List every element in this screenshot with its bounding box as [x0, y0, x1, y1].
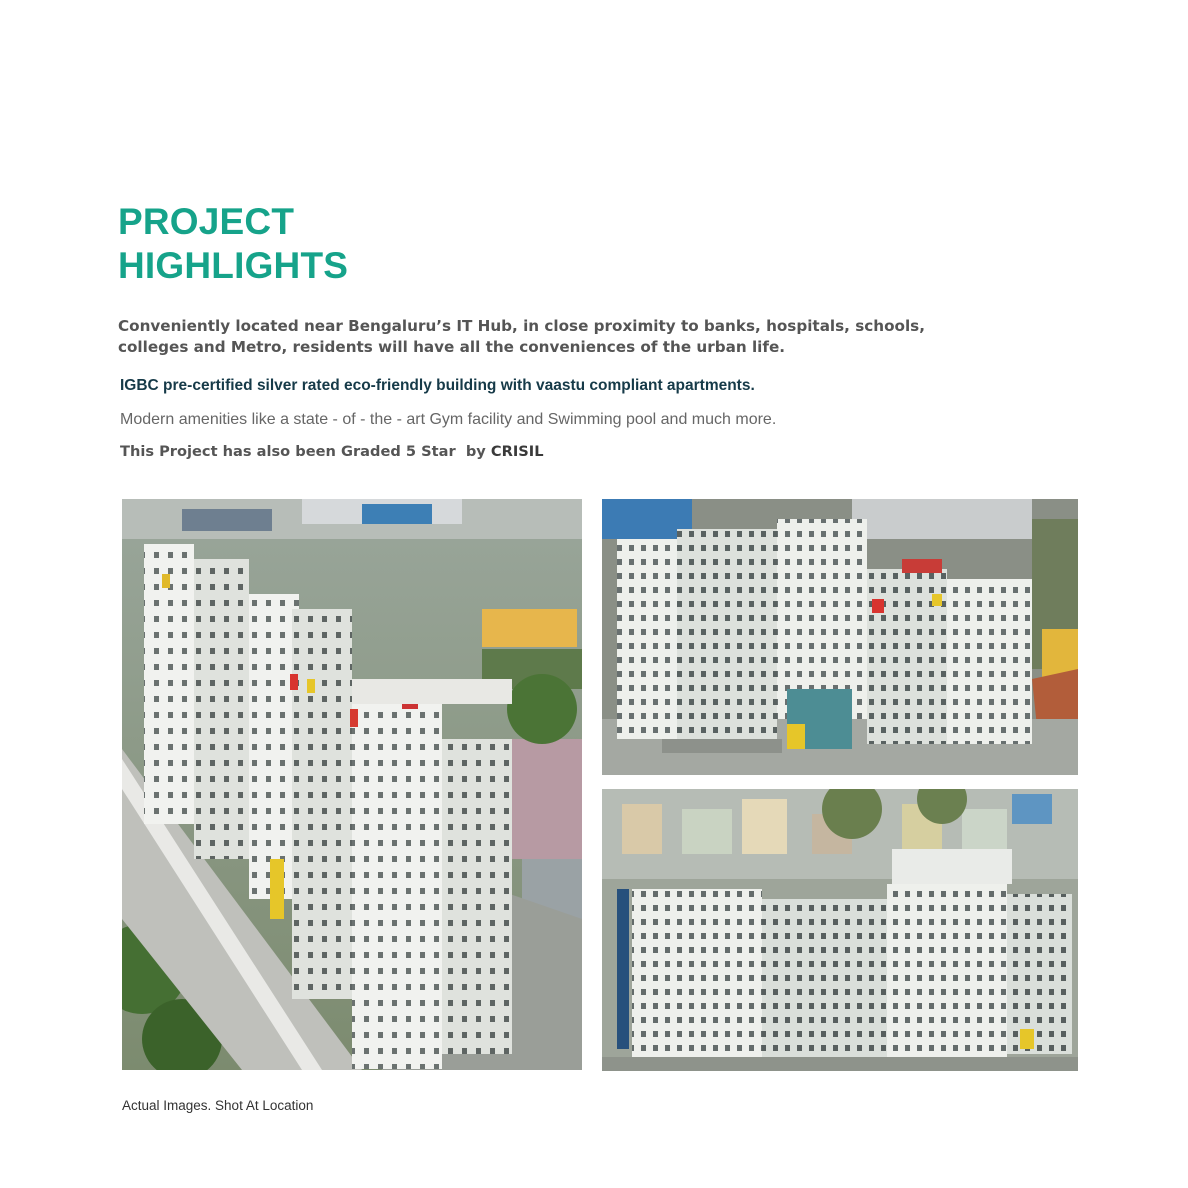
page-title-line-1: PROJECT: [118, 201, 295, 242]
crisil-grading-text: This Project has also been Graded 5 Star by: [120, 443, 491, 460]
aerial-photo-tower-left: [122, 499, 582, 1070]
aerial-photo-tower-top-right: [602, 499, 1078, 775]
photo-caption: Actual Images. Shot At Location: [122, 1098, 314, 1113]
page-title: [118, 200, 348, 288]
amenities-highlight: Modern amenities like a state - of - the - art Gym facility and Swimming pool and much more.: [120, 411, 777, 428]
page-title-line-2: HIGHLIGHTS: [118, 245, 349, 286]
igbc-highlight: IGBC pre-certified silver rated eco-friendly building with vaastu compliant apartments.: [120, 377, 755, 394]
crisil-brand: CRISIL: [490, 443, 544, 460]
crisil-grading: [120, 443, 544, 461]
aerial-photo-tower-bottom-right: [602, 789, 1078, 1071]
intro-paragraph: Conveniently located near Bengaluru’s IT Hub, in close proximity to banks, hospitals, schools, colleges and Metro, residents will have all the conveniences of the urban life.: [118, 317, 925, 356]
